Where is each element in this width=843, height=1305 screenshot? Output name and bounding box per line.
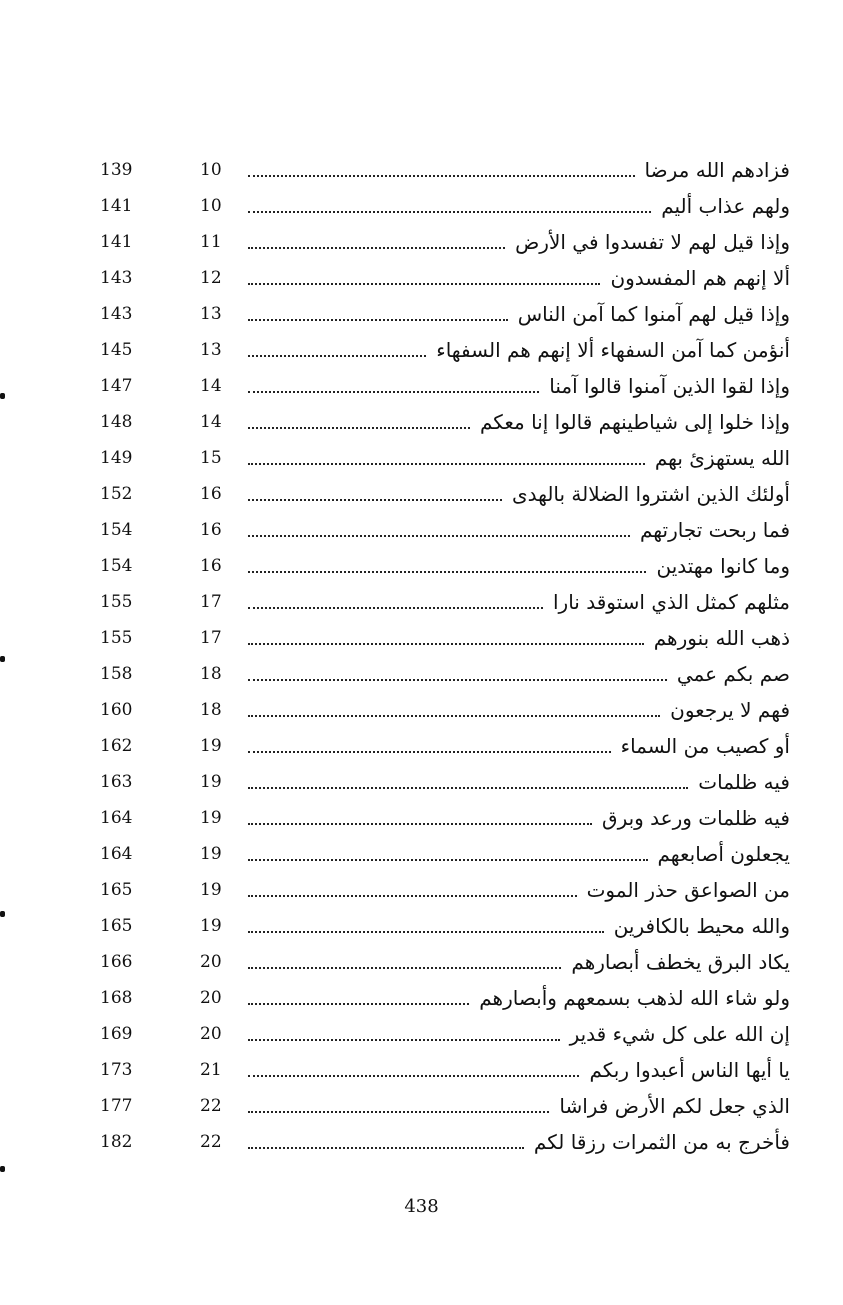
page-reference: 154 (100, 556, 133, 576)
index-row (100, 548, 790, 584)
phrase-cell (248, 986, 790, 1010)
index-row (100, 332, 790, 368)
verse-number: 12 (200, 268, 222, 288)
phrase-cell (248, 1130, 790, 1154)
page-reference: 141 (100, 232, 133, 252)
page-reference: 152 (100, 484, 133, 504)
page-reference: 182 (100, 1132, 133, 1152)
leader-dots (248, 715, 660, 717)
phrase-text: والله محيط بالكافرين (613, 914, 790, 938)
index-row (100, 620, 790, 656)
verse-number: 19 (200, 844, 222, 864)
phrase-text: فهم لا يرجعون (670, 698, 790, 722)
verse-number: 14 (200, 376, 222, 396)
page-reference: 143 (100, 268, 133, 288)
phrase-cell (248, 806, 790, 830)
page-reference: 143 (100, 304, 133, 324)
index-row (100, 908, 790, 944)
leader-dots (248, 319, 508, 321)
leader-dots (248, 283, 600, 285)
leader-dots (248, 1147, 524, 1149)
leader-dots (248, 391, 539, 393)
index-row (100, 872, 790, 908)
index-row (100, 980, 790, 1016)
verse-number: 18 (200, 700, 222, 720)
verse-number: 15 (200, 448, 222, 468)
page-reference: 165 (100, 916, 133, 936)
page-reference: 163 (100, 772, 133, 792)
leader-dots (248, 355, 426, 357)
phrase-cell (248, 266, 790, 290)
margin-mark (0, 1166, 5, 1172)
page-reference: 155 (100, 592, 133, 612)
verse-number: 13 (200, 304, 222, 324)
phrase-text: وإذا قيل لهم آمنوا كما آمن الناس (517, 302, 790, 326)
leader-dots (248, 427, 470, 429)
phrase-cell (248, 914, 790, 938)
leader-dots (248, 1003, 469, 1005)
leader-dots (248, 1111, 549, 1113)
index-table (100, 152, 790, 1160)
phrase-cell (248, 194, 790, 218)
verse-number: 14 (200, 412, 222, 432)
leader-dots (248, 679, 667, 681)
page-reference: 177 (100, 1096, 133, 1116)
page-reference: 164 (100, 844, 133, 864)
leader-dots (248, 1039, 560, 1041)
phrase-cell (248, 374, 790, 398)
index-row (100, 728, 790, 764)
verse-number: 21 (200, 1060, 222, 1080)
verse-number: 17 (200, 628, 222, 648)
margin-mark (0, 911, 5, 917)
phrase-text: صم بكم عمي (676, 662, 790, 686)
verse-number: 19 (200, 772, 222, 792)
verse-number: 13 (200, 340, 222, 360)
phrase-text: ذهب الله بنورهم (653, 626, 790, 650)
index-row (100, 944, 790, 980)
phrase-cell (248, 950, 790, 974)
phrase-text: ولهم عذاب أليم (661, 194, 790, 218)
phrase-text: فزادهم الله مرضا (644, 158, 790, 182)
leader-dots (248, 247, 505, 249)
verse-number: 19 (200, 880, 222, 900)
index-row (100, 584, 790, 620)
phrase-cell (248, 338, 790, 362)
page-reference: 149 (100, 448, 133, 468)
phrase-text: إن الله على كل شيء قدير (569, 1022, 790, 1046)
phrase-text: أنؤمن كما آمن السفهاء ألا إنهم هم السفهاء (436, 338, 790, 362)
page-reference: 160 (100, 700, 133, 720)
index-row (100, 152, 790, 188)
page-reference: 166 (100, 952, 133, 972)
phrase-text: فأخرج به من الثمرات رزقا لكم (533, 1130, 790, 1154)
verse-number: 10 (200, 160, 222, 180)
leader-dots (248, 607, 543, 609)
phrase-cell (248, 590, 790, 614)
verse-number: 19 (200, 808, 222, 828)
leader-dots (248, 211, 651, 213)
verse-number: 16 (200, 556, 222, 576)
page-reference: 148 (100, 412, 133, 432)
page-reference: 158 (100, 664, 133, 684)
phrase-cell (248, 1022, 790, 1046)
verse-number: 16 (200, 520, 222, 540)
phrase-text: يا أيها الناس أعبدوا ربكم (589, 1058, 790, 1082)
index-row (100, 512, 790, 548)
phrase-cell (248, 554, 790, 578)
verse-number: 11 (200, 232, 222, 252)
phrase-text: وإذا خلوا إلى شياطينهم قالوا إنا معكم (480, 410, 790, 434)
page-reference: 141 (100, 196, 133, 216)
verse-number: 19 (200, 736, 222, 756)
phrase-text: فما ربحت تجارتهم (639, 518, 790, 542)
phrase-cell (248, 482, 790, 506)
index-row (100, 368, 790, 404)
index-row (100, 836, 790, 872)
phrase-cell (248, 446, 790, 470)
leader-dots (248, 895, 577, 897)
leader-dots (248, 463, 645, 465)
page-reference: 154 (100, 520, 133, 540)
index-row (100, 404, 790, 440)
phrase-cell (248, 158, 790, 182)
phrase-cell (248, 302, 790, 326)
verse-number: 16 (200, 484, 222, 504)
index-row (100, 1016, 790, 1052)
phrase-cell (248, 734, 790, 758)
page-reference: 162 (100, 736, 133, 756)
leader-dots (248, 571, 646, 573)
phrase-text: وما كانوا مهتدين (656, 554, 790, 578)
index-row (100, 692, 790, 728)
phrase-text: فيه ظلمات (698, 770, 790, 794)
verse-number: 10 (200, 196, 222, 216)
phrase-text: ولو شاء الله لذهب بسمعهم وأبصارهم (479, 986, 790, 1010)
index-row (100, 764, 790, 800)
verse-number: 20 (200, 952, 222, 972)
phrase-text: الذي جعل لكم الأرض فراشا (559, 1094, 790, 1118)
margin-mark (0, 656, 5, 662)
phrase-text: يكاد البرق يخطف أبصارهم (571, 950, 790, 974)
phrase-cell (248, 1094, 790, 1118)
phrase-text: وإذا قيل لهم لا تفسدوا في الأرض (515, 230, 790, 254)
phrase-text: الله يستهزئ بهم (654, 446, 790, 470)
page-number: 438 (404, 1196, 439, 1217)
phrase-text: أولئك الذين اشتروا الضلالة بالهدى (511, 482, 790, 506)
page-reference: 168 (100, 988, 133, 1008)
page-reference: 164 (100, 808, 133, 828)
index-row (100, 476, 790, 512)
index-row (100, 656, 790, 692)
page-reference: 145 (100, 340, 133, 360)
phrase-text: فيه ظلمات ورعد وبرق (602, 806, 790, 830)
verse-number: 20 (200, 1024, 222, 1044)
leader-dots (248, 967, 561, 969)
leader-dots (248, 751, 611, 753)
index-row (100, 1052, 790, 1088)
phrase-text: من الصواعق حذر الموت (586, 878, 790, 902)
verse-number: 18 (200, 664, 222, 684)
page-reference: 139 (100, 160, 133, 180)
index-row (100, 440, 790, 476)
leader-dots (248, 499, 502, 501)
page-reference: 169 (100, 1024, 133, 1044)
phrase-cell (248, 518, 790, 542)
phrase-cell (248, 842, 790, 866)
leader-dots (248, 643, 644, 645)
verse-number: 19 (200, 916, 222, 936)
verse-number: 17 (200, 592, 222, 612)
leader-dots (248, 787, 688, 789)
index-row (100, 1088, 790, 1124)
phrase-cell (248, 410, 790, 434)
phrase-text: أو كصيب من السماء (620, 734, 790, 758)
index-row (100, 296, 790, 332)
page-reference: 155 (100, 628, 133, 648)
phrase-cell (248, 662, 790, 686)
verse-number: 20 (200, 988, 222, 1008)
leader-dots (248, 931, 604, 933)
phrase-cell (248, 626, 790, 650)
index-row (100, 260, 790, 296)
phrase-cell (248, 698, 790, 722)
index-row (100, 188, 790, 224)
page-reference: 147 (100, 376, 133, 396)
page-reference: 165 (100, 880, 133, 900)
leader-dots (248, 535, 630, 537)
index-row (100, 800, 790, 836)
phrase-text: ألا إنهم هم المفسدون (610, 266, 790, 290)
phrase-text: وإذا لقوا الذين آمنوا قالوا آمنا (549, 374, 790, 398)
verse-number: 22 (200, 1132, 222, 1152)
index-row (100, 1124, 790, 1160)
leader-dots (248, 175, 635, 177)
phrase-text: يجعلون أصابعهم (657, 842, 790, 866)
page-reference: 173 (100, 1060, 133, 1080)
phrase-text: مثلهم كمثل الذي استوقد نارا (552, 590, 790, 614)
phrase-cell (248, 878, 790, 902)
leader-dots (248, 1075, 579, 1077)
verse-number: 22 (200, 1096, 222, 1116)
phrase-cell (248, 230, 790, 254)
index-row (100, 224, 790, 260)
leader-dots (248, 859, 648, 861)
margin-mark (0, 393, 5, 399)
phrase-cell (248, 1058, 790, 1082)
leader-dots (248, 823, 592, 825)
phrase-cell (248, 770, 790, 794)
